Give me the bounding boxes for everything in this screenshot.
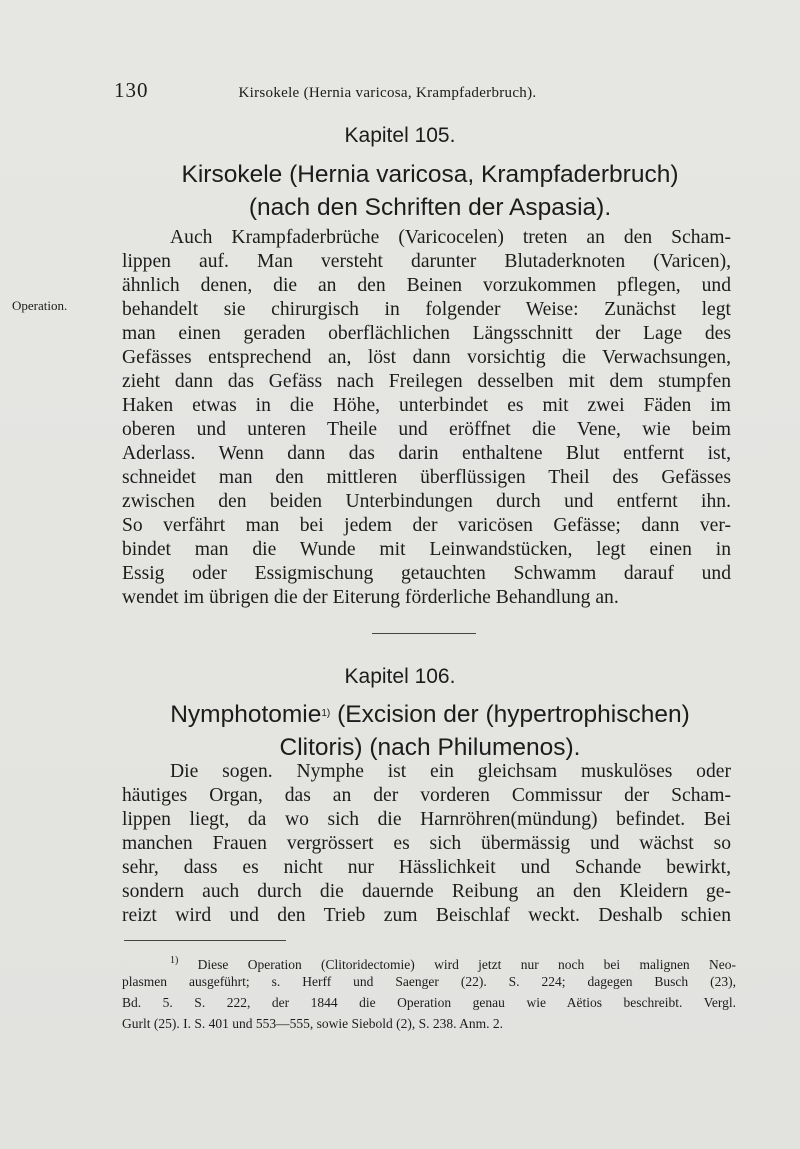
text-line: zieht dann das Gefäss nach Freilegen desselben mit dem stumpfen — [122, 371, 731, 392]
page-number: 130 — [114, 78, 149, 102]
text-line: behandelt sie chirurgisch in folgender Weise: Zunächst legt — [122, 299, 731, 320]
chapter-106-title-line-2: Clitoris) (nach Philumenos). — [279, 734, 581, 761]
section-divider — [372, 633, 476, 634]
text-line: lippen auf. Man versteht darunter Blutaderknoten (Varicen), — [122, 251, 731, 272]
chapter-105-title-line-1: Kirsokele (Hernia varicosa, Krampfaderbruch) — [181, 161, 679, 188]
footnote-line: Bd. 5. S. 222, der 1844 die Operation genau wie Aëtios beschreibt. Vergl. — [122, 995, 736, 1010]
text-line: oberen und unteren Theile und eröffnet die Vene, wie beim — [122, 419, 731, 440]
footnote-marker: 1) — [170, 955, 179, 966]
text-line: sondern auch durch die dauernde Reibung an den Kleidern ge- — [122, 881, 731, 902]
margin-note-operation: Operation. — [12, 298, 68, 313]
footnote-rule — [124, 940, 286, 941]
chapter-105-title — [100, 158, 760, 224]
footnote-line: plasmen ausgeführt; s. Herff und Saenger (22). S. 224; dagegen Busch (23), — [122, 974, 736, 989]
chapter-106-label: Kapitel 106. — [344, 665, 456, 688]
text-line: manchen Frauen vergrössert es sich übermässig und wächst so — [122, 833, 731, 854]
text-line: Essig oder Essigmischung getauchten Schwamm darauf und — [122, 563, 731, 584]
text-line: häutiges Organ, das an der vorderen Commissur der Scham- — [122, 785, 731, 806]
footnote-line — [122, 950, 736, 971]
text-line: Die sogen. Nymphe ist ein gleichsam muskulöses oder — [170, 761, 731, 782]
text-line: Auch Krampfaderbrüche (Varicocelen) treten an den Scham- — [170, 227, 731, 248]
footnote-reference: 1) — [321, 708, 331, 719]
text-line: ähnlich denen, die an den Beinen vorzukommen pflegen, und — [122, 275, 731, 296]
text-line: sehr, dass es nicht nur Hässlichkeit und Schande bewirkt, — [122, 857, 731, 878]
text-line: zwischen den beiden Unterbindungen durch und entfernt ihn. — [122, 491, 731, 512]
text-line: Aderlass. Wenn dann das darin enthaltene Blut entfernt ist, — [122, 443, 731, 464]
text-line: bindet man die Wunde mit Leinwandstücken, legt einen in — [122, 539, 731, 560]
running-head: Kirsokele (Hernia varicosa, Krampfaderbruch). — [238, 85, 537, 101]
text-line: So verfährt man bei jedem der varicösen Gefässe; dann ver- — [122, 515, 731, 536]
text-line: Gefässes entsprechend an, löst dann vorsichtig die Verwachsungen, — [122, 347, 731, 368]
text-line: man einen geraden oberflächlichen Längsschnitt der Lage des — [122, 323, 731, 344]
text-line: wendet im übrigen die der Eiterung förderliche Behandlung an. — [122, 587, 619, 608]
page-header — [114, 78, 644, 103]
chapter-105-label: Kapitel 105. — [344, 124, 456, 147]
chapter-106-title-line-1 — [100, 697, 760, 731]
chapter-106-body — [122, 760, 731, 928]
footnote-line: Gurlt (25). I. S. 401 und 553—555, sowie Siebold (2), S. 238. Anm. 2. — [122, 1016, 503, 1031]
text-line: Haken etwas in die Höhe, unterbindet es mit zwei Fäden im — [122, 395, 731, 416]
footnote-text: Diese Operation (Clitoridectomie) wird jetzt nur noch bei malignen Neo- — [178, 957, 736, 972]
text-line: lippen liegt, da wo sich die Harnröhren(mündung) befindet. Bei — [122, 809, 731, 830]
text-line: schneidet man den mittleren überflüssigen Theil des Gefässes — [122, 467, 731, 488]
footnote — [122, 950, 736, 1034]
chapter-106-title — [100, 697, 760, 764]
text-line: reizt wird und den Trieb zum Beischlaf weckt. Deshalb schien — [122, 905, 731, 926]
chapter-106-title-main: Nymphotomie — [170, 701, 322, 728]
chapter-105-body — [122, 226, 731, 610]
chapter-106-title-rest: (Excision der (hypertrophischen) — [330, 701, 690, 728]
chapter-105-title-line-2: (nach den Schriften der Aspasia). — [248, 194, 612, 221]
